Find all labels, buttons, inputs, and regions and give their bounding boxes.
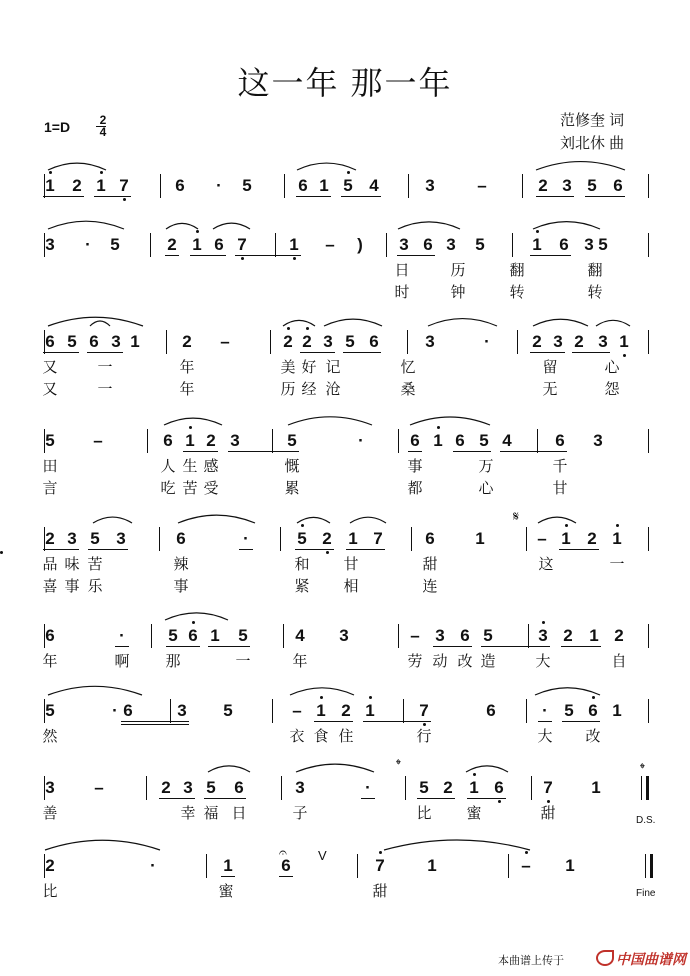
lyric-char: 改 [457,652,473,670]
lyric-char: 住 [338,727,354,745]
coda-sign-end: 𝄌 [640,760,645,776]
note: 2 [167,235,177,254]
lyric-char: 事 [173,577,189,595]
lyric-char: 衣 [289,727,305,745]
note: 5 [479,431,489,450]
note: 5 [475,235,485,254]
lyric-char: 行 [416,727,432,745]
note: 3 [446,235,456,254]
note: 3 [553,332,563,351]
note: 3 [584,235,594,254]
lyric-char: 累 [284,479,300,497]
lyric-char: 甜 [540,804,556,822]
lyric-char: 慨 [284,457,300,475]
note: 1 [365,701,375,720]
lyric-char: 一 [97,380,113,398]
lyric-char: 连 [422,577,438,595]
note: 1 [619,332,629,351]
note: 1 [475,529,485,548]
note: 5 [206,778,216,797]
lyric-char: 紧 [294,577,310,595]
note: 6 [234,778,244,797]
note: 2 [161,778,171,797]
lyric-char: 受 [203,479,219,497]
lyric-char: 一 [609,555,625,573]
slur [164,418,222,425]
slur [93,517,132,523]
note: 1 [589,626,599,645]
note: · [484,332,490,351]
note: 3 [177,701,187,720]
note: 6 [89,332,99,351]
note: · [365,778,371,797]
lyric-char: 苦 [87,555,103,573]
note: – [521,856,531,875]
slur [596,320,630,326]
note: – [292,701,302,720]
lyric-char: 乐 [87,577,103,595]
slur [297,517,330,523]
lyric-char: 时 [394,283,410,301]
lyric-char: 心 [478,479,494,497]
note: 2 [443,778,453,797]
slur [533,319,588,326]
lyric-char: 品 [42,555,58,573]
note: 6 [494,778,504,797]
slur [208,766,250,772]
lyric-char: 事 [64,577,80,595]
note: 3 [399,235,409,254]
time-signature-bottom: 4 [99,125,107,139]
note: 7 [237,235,247,254]
note: 2 [532,332,542,351]
slur [165,613,228,620]
lyric-char: 人 [160,457,176,475]
note: – [325,235,335,254]
note: 7 [373,529,383,548]
note: 6 [188,626,198,645]
note: · [119,626,125,645]
lyric-char: 造 [480,652,496,670]
slur [288,417,372,425]
note: 3 [538,626,548,645]
note: 2 [45,529,55,548]
note: 6 [298,176,308,195]
note: 6 [588,701,598,720]
note: 2 [614,626,624,645]
lyric-char: 劳 [407,652,423,670]
note: 3 [67,529,77,548]
lyric-char: 食 [313,727,329,745]
slur [213,223,250,229]
note: 6 [613,176,623,195]
lyric-char: 自 [611,652,627,670]
lyric-char: 甜 [422,555,438,573]
lyric-char: 甘 [552,479,568,497]
site-logo-text: 中国曲谱网 [616,951,686,967]
site-logo [596,949,686,969]
lyric-char: 又 [42,380,58,398]
lyric-char: 都 [407,479,423,497]
slur [533,222,600,229]
note: – [410,626,420,645]
breath-mark: V [318,848,327,863]
song-title: 这一年 那一年 [237,65,453,101]
lyric-char: 吃 [160,479,176,497]
note: 6 [214,235,224,254]
note: · [85,235,91,254]
slur [466,766,508,772]
note: 5 [483,626,493,645]
note: 6 [486,701,496,720]
note: 1 [348,529,358,548]
footer-text: 本曲谱上传于 [498,955,564,967]
lyric-char: 历 [450,261,466,279]
lyric-char: 子 [292,804,308,822]
note: 6 [369,332,379,351]
note: 3 [230,431,240,450]
lyric-char: 年 [42,652,58,670]
note: 5 [598,235,608,254]
note: 3 [425,332,435,351]
slur [297,163,356,170]
slur [324,319,382,326]
lyric-char: 动 [432,652,448,670]
note: · [216,176,222,195]
note: 2 [538,176,548,195]
lyric-char: 钟 [450,283,466,301]
note: 2 [563,626,573,645]
note: 6 [555,431,565,450]
note: 6 [559,235,569,254]
lyric-char: 美 [280,358,296,376]
note: 3 [339,626,349,645]
site-logo-icon [596,950,614,966]
lyric-char: 大 [535,652,551,670]
note: 5 [419,778,429,797]
note: 6 [455,431,465,450]
lyric-char: 甘 [343,555,359,573]
lyric-char: 千 [552,457,568,475]
note: 1 [192,235,202,254]
lyric-char: 年 [179,358,195,376]
slur [178,515,255,523]
lyric-char: 福 [203,804,219,822]
note: · [243,529,249,548]
time-signature-top: 2 [99,113,107,127]
note: 1 [561,529,571,548]
note: – [477,176,487,195]
note: 6 [460,626,470,645]
note: 1 [469,778,479,797]
note: 2 [206,431,216,450]
lyric-char: 好 [301,358,317,376]
lyric-char: 感 [203,457,219,475]
note: 6 [123,701,133,720]
note: 2 [322,529,332,548]
lyric-char: 万 [478,457,494,475]
lyric-char: 这 [538,555,554,573]
fermata-mark: 𝄐 [279,844,287,860]
lyric-char: 和 [294,555,310,573]
lyric-char: 改 [585,727,601,745]
note: 5 [168,626,178,645]
note: 5 [67,332,77,351]
lyric-char: 怨 [604,380,620,398]
note: 5 [45,701,55,720]
note: 6 [425,529,435,548]
note: 1 [316,701,326,720]
lyric-char: 言 [42,479,58,497]
lyric-char: 日 [231,804,247,822]
coda-sign: 𝄌 [396,756,401,772]
note: 2 [587,529,597,548]
note: 1 [185,431,195,450]
note: 2 [341,701,351,720]
lyric-char: 年 [292,652,308,670]
lyric-char: 幸 [180,804,196,822]
lyric-char: 善 [42,804,58,822]
note: 6 [410,431,420,450]
lyric-char: 翻 [509,261,525,279]
slur [398,222,460,229]
lyric-char: 蜜 [466,804,482,822]
note: 2 [182,332,192,351]
slur [535,688,600,695]
lyric-char: 经 [301,380,317,398]
note: 5 [238,626,248,645]
note: 1 [532,235,542,254]
note: 6 [423,235,433,254]
note: 1 [591,778,601,797]
note: 1 [612,529,622,548]
note: 1 [319,176,329,195]
lyric-char: 然 [42,727,58,745]
slur [290,688,354,695]
note: 6 [45,626,55,645]
note: 7 [419,701,429,720]
note: 5 [45,431,55,450]
lyric-char: 忆 [400,358,416,376]
note: 4 [295,626,305,645]
lyric-char: 生 [182,457,198,475]
note: 5 [223,701,233,720]
lyric-char: 味 [64,555,80,573]
slur [48,221,124,229]
note: 7 [543,778,553,797]
note: 7 [375,856,385,875]
note: 5 [345,332,355,351]
ds-mark: D.S. [636,815,656,826]
note: 2 [72,176,82,195]
note: 3 [425,176,435,195]
note: 5 [90,529,100,548]
lyric-char: 桑 [400,380,416,398]
note: 3 [111,332,121,351]
note: 3 [45,778,55,797]
note: 2 [574,332,584,351]
slur [45,840,160,850]
note: 6 [175,176,185,195]
slur [296,764,374,772]
lyric-char: 转 [587,283,603,301]
slur [90,321,110,326]
note: 1 [45,176,55,195]
lyric-char: 相 [343,577,359,595]
slur [538,517,576,523]
lyric-char: 一 [97,358,113,376]
key-signature: 1=D [44,119,71,135]
note: 7 [119,176,129,195]
note: 2 [45,856,55,875]
lyric-char: 啊 [114,652,130,670]
slur [283,320,315,326]
note: 3 [435,626,445,645]
lyric-char: 无 [542,380,558,398]
note: 1 [130,332,140,351]
note: · [150,856,156,875]
lyric-char: 蜜 [218,882,234,900]
note: 5 [564,701,574,720]
lyric-char: 又 [42,358,58,376]
slur [410,417,490,425]
note: 4 [369,176,379,195]
note: 4 [502,431,512,450]
note: 2 [302,332,312,351]
lyric-char: 年 [179,380,195,398]
note: 5 [297,529,307,548]
lyric-char: 心 [604,358,620,376]
slur [48,163,106,170]
lyric-char: 喜 [42,577,58,595]
note: 1 [612,701,622,720]
note: 3 [295,778,305,797]
slur [166,223,198,229]
note: – [93,431,103,450]
note: · [358,431,364,450]
lyricist-credit: 范修奎 词 [560,112,625,129]
slur [384,840,530,850]
lyric-char: 日 [394,261,410,279]
lyric-char: 留 [542,358,558,376]
note: 3 [598,332,608,351]
note: – [537,529,547,548]
lyric-char: 一 [235,652,251,670]
lyric-char: 比 [42,882,58,900]
lyric-char: 田 [42,457,58,475]
slur [350,517,386,523]
note: 1 [433,431,443,450]
lyric-char: 记 [325,358,341,376]
lyric-char: 那 [165,652,181,670]
note: 6 [281,856,291,875]
note: 1 [96,176,106,195]
lyric-char: 历 [280,380,296,398]
lyric-char: 翻 [587,261,603,279]
note: 5 [587,176,597,195]
note: 1 [223,856,233,875]
lyric-char: 转 [509,283,525,301]
note: 6 [176,529,186,548]
lyric-char: 事 [407,457,423,475]
note: 3 [183,778,193,797]
slur [536,162,625,170]
slur [428,319,497,326]
note: 5 [287,431,297,450]
note: 3 [593,431,603,450]
lyric-char: 甜 [372,882,388,900]
note: 5 [110,235,120,254]
note: 2 [283,332,293,351]
note: 5 [343,176,353,195]
note: 6 [163,431,173,450]
fine-mark: Fine [636,888,656,899]
note: 1 [210,626,220,645]
note: – [94,778,104,797]
note: 5 [242,176,252,195]
note: 6 [45,332,55,351]
note: – [220,332,230,351]
note: 1 [565,856,575,875]
lyric-char: 辣 [173,555,189,573]
lyric-char: 比 [416,804,432,822]
lyric-char: 沧 [325,380,341,398]
lyric-char: 苦 [182,479,198,497]
segno-sign: 𝄋 [513,508,520,524]
note: 3 [562,176,572,195]
note: 1 [289,235,299,254]
note: 3 [45,235,55,254]
note: · [112,701,118,720]
slur [48,686,142,695]
lyric-char: 大 [537,727,553,745]
note: · [542,701,548,720]
note: 1 [427,856,437,875]
note: ) [357,235,363,254]
note: 3 [323,332,333,351]
composer-credit: 刘北休 曲 [560,135,625,152]
note: 3 [116,529,126,548]
